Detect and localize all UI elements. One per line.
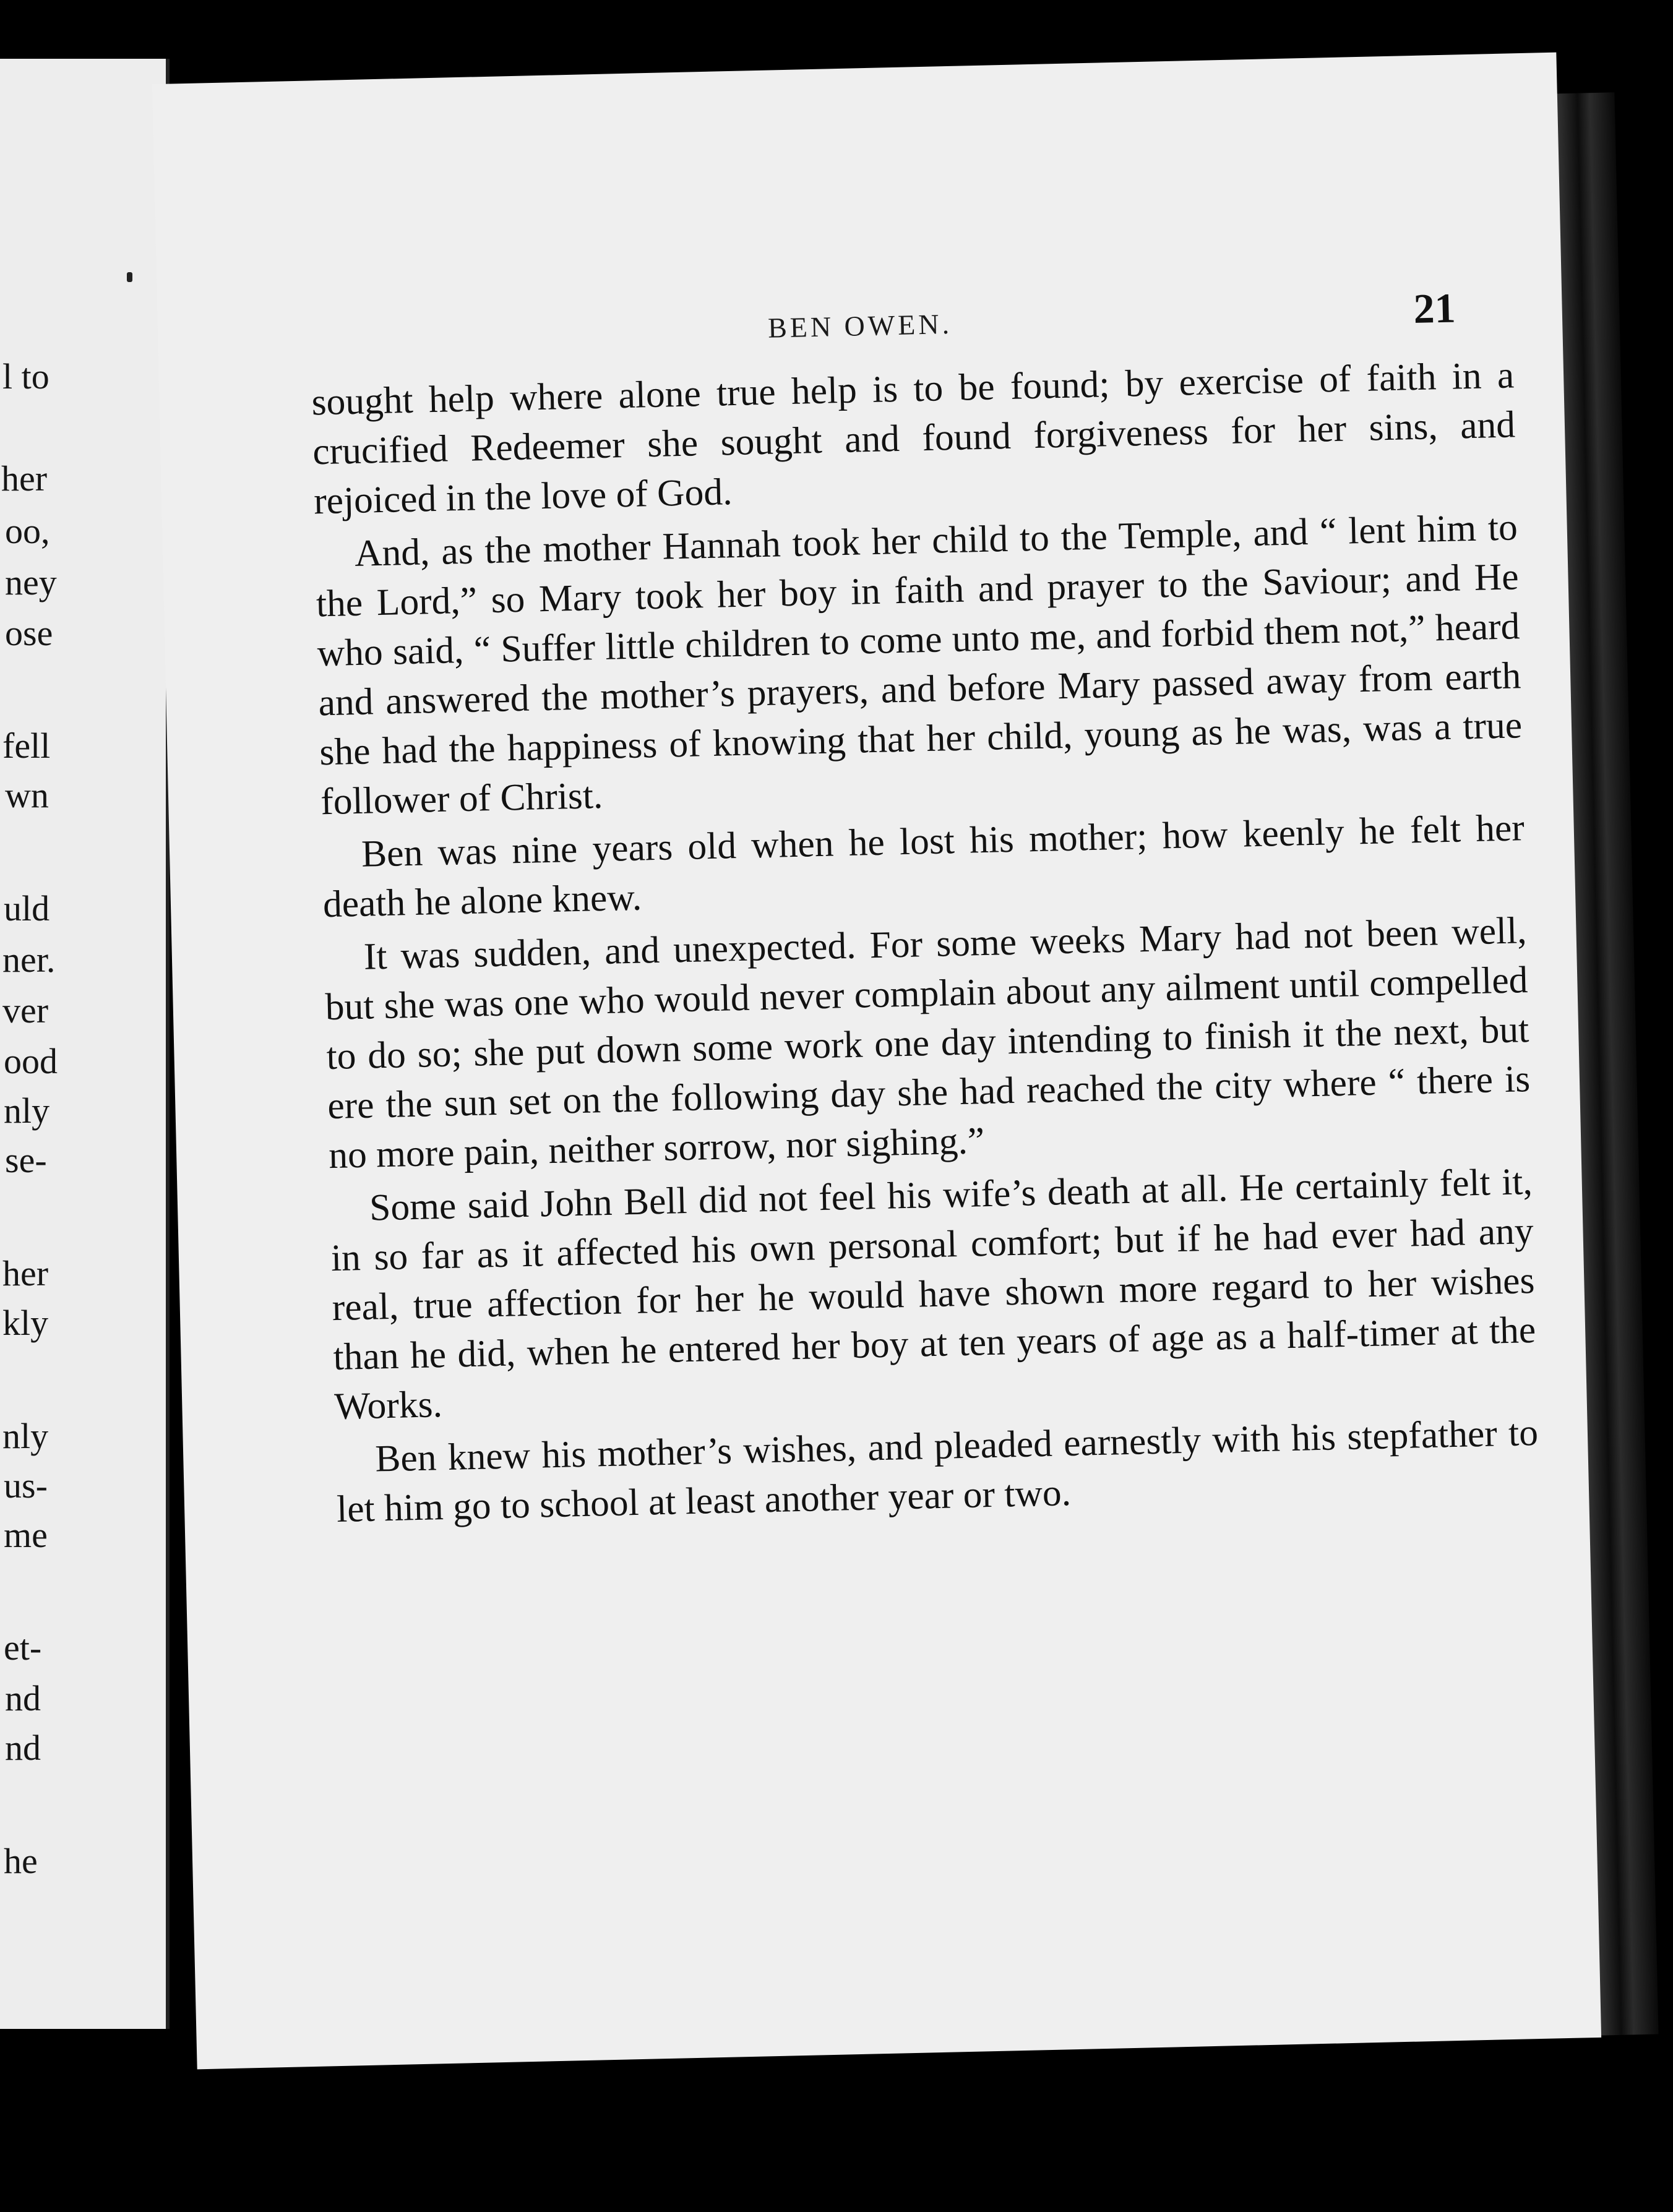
left-fragment: fell (2, 726, 51, 766)
left-fragment: us- (4, 1465, 48, 1506)
left-fragment: kly (2, 1303, 49, 1343)
left-fragment: he (4, 1841, 38, 1881)
book-page (152, 53, 1601, 2070)
paragraph: Ben was nine years old when he lost his mother; how keenly he felt her death he alone knew. (322, 807, 1525, 926)
paragraph: Some said John Bell did not feel his wife’s death at all. He certainly felt it, in so far as it affected his own personal comfort; but if he had ever had any real, true affection for her he would have shown more regard to her wishes than he did, when he entered her boy at ten years of age as a half-timer at the Works. (330, 1160, 1536, 1428)
left-fragment: ose (5, 613, 53, 653)
running-title: BEN OWEN. (767, 307, 953, 344)
left-fragment: ney (5, 562, 57, 602)
paragraph: sought help where alone true help is to be found; by exercise of faith in a crucified Redeemer she sought and found forgiveness for her sins, and rejoiced in the love of God. (311, 354, 1516, 523)
left-fragment: et- (4, 1627, 42, 1668)
left-fragment: ver (2, 990, 49, 1031)
paragraph: Ben knew his mother’s wishes, and pleaded earnestly with his stepfather to let him go to school at least another year or two. (336, 1411, 1539, 1530)
previous-page-edge (0, 59, 170, 2029)
left-fragment: uld (4, 888, 50, 928)
left-fragment: nly (2, 1416, 49, 1456)
left-fragment: nly (4, 1091, 50, 1131)
left-fragment: nd (5, 1728, 41, 1768)
page-body (311, 350, 1540, 1538)
left-fragment: her (1, 458, 48, 499)
left-fragment: l to (2, 356, 49, 397)
page-number: 21 (1413, 284, 1456, 332)
left-fragment: ood (4, 1041, 58, 1081)
left-fragment: ner. (2, 940, 56, 980)
left-fragment: oo, (5, 511, 50, 551)
left-fragment: wn (5, 775, 49, 815)
ink-speck (127, 272, 132, 282)
paragraph: It was sudden, and unexpected. For some weeks Mary had not been well, but she was one who would never complain about any ailment until compelled to do so; she put down some work one day intending to finish it the next, but ere the sun set on the following day she had reached the city where “ there is no more pain, neither sorrow, nor sighing.” (325, 909, 1531, 1177)
left-fragment: se- (5, 1140, 47, 1180)
left-fragment: me (4, 1515, 48, 1555)
left-fragment: her (2, 1253, 49, 1293)
left-fragment: nd (5, 1678, 41, 1718)
paragraph: And, as the mother Hannah took her child to the Temple, and “ lent him to the Lord,” so Mary took her boy in faith and prayer to the Saviour; and He who said, “ Suffer little children to come unto me, and forbid them not,” heard and answered the mother’s prayers, and before Mary passed away from earth she had the happiness of knowing that her child, young as he was, was a true follower of Christ. (316, 506, 1523, 823)
